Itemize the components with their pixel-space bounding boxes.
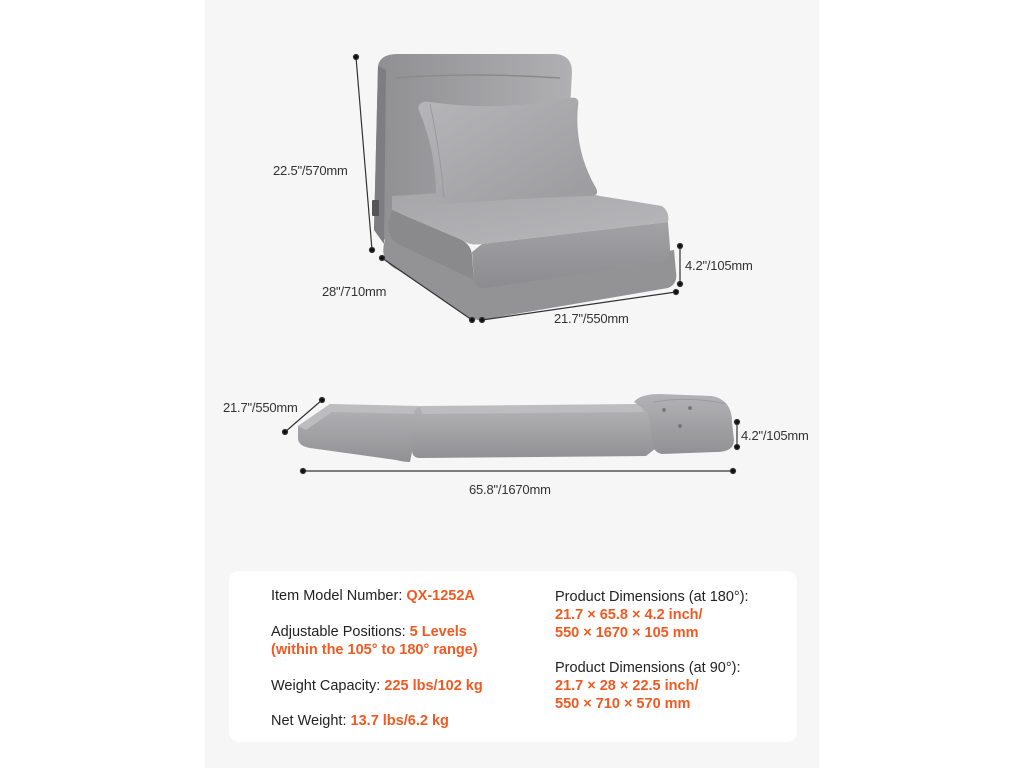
- spec-model-label: Item Model Number:: [271, 588, 407, 604]
- spec-dim90-title: Product Dimensions (at 90°):: [555, 660, 741, 676]
- chair-height-label: 22.5"/570mm: [273, 163, 348, 178]
- spec-positions-label: Adjustable Positions:: [271, 624, 410, 640]
- chair-thickness-label: 4.2"/105mm: [685, 258, 753, 273]
- spec-net-weight-value: 13.7 lbs/6.2 kg: [350, 713, 449, 729]
- spec-model: [271, 587, 475, 605]
- spec-capacity: [271, 677, 483, 695]
- spec-positions-range: [271, 641, 478, 659]
- flat-bed-image: [298, 394, 734, 462]
- spec-net-weight: [271, 712, 449, 730]
- chair-depth-label: 28"/710mm: [322, 284, 387, 299]
- spec-capacity-value: 225 lbs/102 kg: [384, 678, 483, 694]
- spec-dim180-mm-value: 550 × 1670 × 105 mm: [555, 625, 699, 641]
- flat-thickness-label: 4.2"/105mm: [741, 428, 809, 443]
- spec-model-value: QX-1252A: [406, 588, 475, 604]
- spec-positions: [271, 623, 467, 641]
- chair-width-label: 21.7"/550mm: [554, 311, 629, 326]
- spec-net-weight-label: Net Weight:: [271, 713, 351, 729]
- spec-dim180-mm: [555, 624, 699, 642]
- spec-dim180-inch: [555, 606, 703, 624]
- spec-dim90-mm: [555, 695, 690, 713]
- flat-length-label: 65.8"/1670mm: [469, 482, 551, 497]
- spec-dim90-label: [555, 659, 741, 677]
- spec-dim90-mm-value: 550 × 710 × 570 mm: [555, 696, 691, 712]
- spec-dim180-label: [555, 588, 749, 606]
- spec-dim90-inch: [555, 677, 699, 695]
- spec-capacity-label: Weight Capacity:: [271, 678, 385, 694]
- spec-dim180-title: Product Dimensions (at 180°):: [555, 589, 749, 605]
- spec-dim180-inch-value: 21.7 × 65.8 × 4.2 inch/: [555, 607, 703, 623]
- flat-width-label: 21.7"/550mm: [223, 400, 298, 415]
- spec-dim90-inch-value: 21.7 × 28 × 22.5 inch/: [555, 678, 699, 694]
- spec-positions-range-value: (within the 105° to 180° range): [271, 642, 478, 658]
- chair-image: [372, 54, 676, 320]
- spec-positions-value: 5 Levels: [409, 624, 467, 640]
